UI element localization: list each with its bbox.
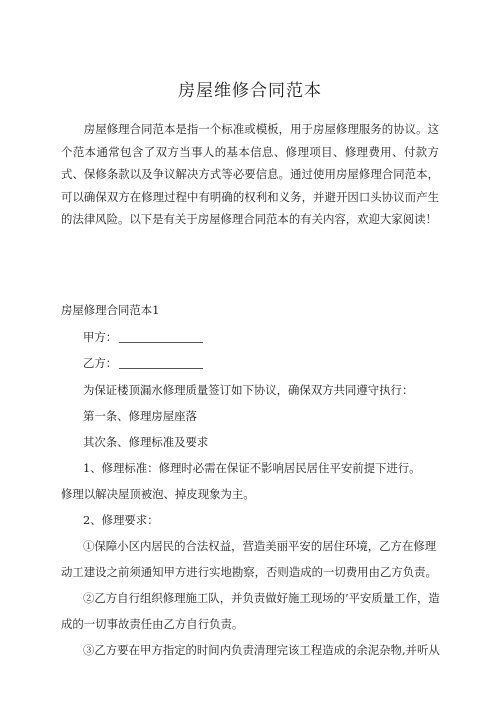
- item-2: 2、修理要求：: [83, 513, 159, 527]
- requirement-3-line-1: ③乙方要在甲方指定的时间内负责清理完该工程造成的余泥杂物,并听从: [83, 643, 440, 657]
- party-b-label: 乙方：: [83, 356, 118, 370]
- item-1-line-2: 修理以解决屋顶被泡、掉皮现象为主。: [61, 487, 255, 501]
- document-title: 房屋维修合同范本: [178, 81, 322, 101]
- preamble-line: 为保证楼顶漏水修理质量签订如下协议，确保双方共同遵守执行：: [83, 383, 414, 397]
- party-b-blank: [119, 368, 203, 369]
- requirement-2-line-1: ②乙方自行组织修理施工队，并负责做好施工现场的’平安质量工作，造: [83, 591, 440, 605]
- section-heading: 房屋修理合同范本1: [61, 303, 160, 317]
- party-a-line: [61, 330, 473, 344]
- article-2: 其次条、修理标准及要求: [83, 435, 209, 449]
- article-1: 第一条、修理房屋座落: [83, 409, 197, 423]
- intro-paragraph: 房屋修理合同范本是指一个标准或模板，用于房屋修理服务的协议。这个范本通常包含了双方当事人的基本信息、修理项目、修理费用、付款方式、保修条款以及争议解决方式等必要信息。通过使用房屋修理合同范本，可以确保双方在修理过程中有明确的权利和义务，并避开因口头协议而产生的法律风险。以下是有关于房屋修理合同范本的有关内容，欢迎大家阅读！: [61, 122, 439, 227]
- item-1-line-1: 1、修理标准：修理时必需在保证不影响居民居住平安前提下进行。: [83, 461, 421, 475]
- requirement-1-line-1: ①保障小区内居民的合法权益，营造美丽平安的居住环境，乙方在修理: [83, 539, 437, 553]
- requirement-1-line-2: 动工建设之前须通知甲方进行实地勘察，否则造成的一切费用由乙方负责。: [61, 565, 437, 579]
- party-a-blank: [119, 342, 203, 343]
- party-b-line: [61, 356, 473, 370]
- party-a-label: 甲方：: [83, 330, 118, 344]
- requirement-2-line-2: 成的一切事故责任由乙方自行负责。: [61, 617, 244, 631]
